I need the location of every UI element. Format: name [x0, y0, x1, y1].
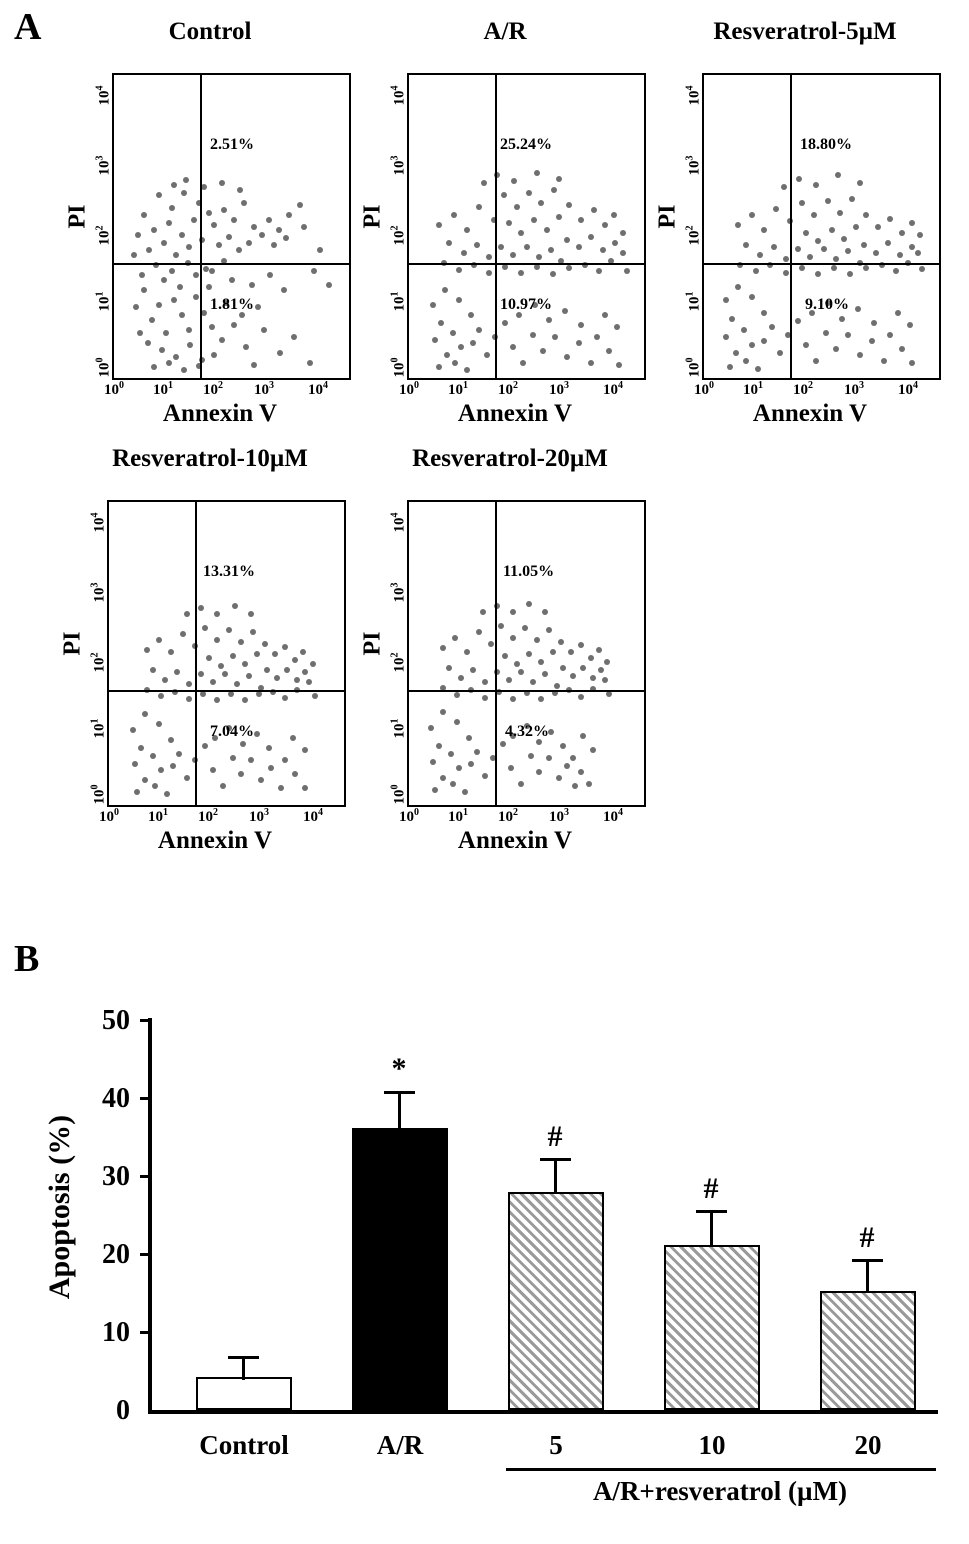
error-bar-res10-cap	[696, 1210, 727, 1213]
flow-y-axis-label: PI	[59, 631, 86, 656]
flow-x-axis-label: Annexin V	[457, 400, 573, 427]
flow-scatter-points	[109, 502, 344, 805]
flow-upper-right-percent: 13.31%	[203, 563, 255, 580]
flow-y-axis-label: PI	[654, 204, 681, 229]
flow-y-axis-label: PI	[359, 204, 386, 229]
flow-x-tick: $10^1$	[148, 807, 168, 825]
flow-x-tick: $10^3$	[254, 380, 274, 398]
bar-chart	[0, 990, 969, 1544]
flow-y-tick: $10^4$	[389, 512, 408, 533]
flow-x-tick: $10^3$	[249, 807, 269, 825]
flow-scatter-points	[409, 502, 644, 805]
flow-y-tick: $10^3$	[389, 582, 408, 603]
flow-plot-resveratrol-20um	[355, 445, 665, 854]
flow-quadrant-vertical	[790, 75, 792, 378]
flow-y-tick: $10^3$	[89, 582, 108, 603]
flow-x-tick: $10^1$	[448, 807, 468, 825]
flow-y-tick: $10^0$	[389, 357, 408, 378]
flow-quadrant-vertical	[495, 75, 497, 378]
flow-plot-resveratrol-5um	[650, 18, 960, 427]
error-bar-res20-vertical	[866, 1261, 869, 1293]
flow-lower-right-percent: 1.81%	[210, 296, 254, 313]
error-bar-ar-cap	[384, 1091, 415, 1094]
flow-x-tick: $10^2$	[203, 380, 223, 398]
flow-quadrant-horizontal	[114, 263, 349, 265]
bar-resveratrol-5	[508, 1192, 604, 1410]
bar-chart-x-axis	[148, 1410, 938, 1414]
flow-x-axis-label: Annexin V	[457, 827, 573, 854]
flow-y-tick: $10^3$	[94, 155, 113, 176]
flow-x-tick: $10^0$	[104, 380, 124, 398]
bar-chart-y-tick: 40	[102, 1083, 130, 1114]
flow-y-tick: $10^1$	[94, 291, 113, 312]
flow-x-tick: $10^3$	[549, 807, 569, 825]
significance-marker-res10: #	[703, 1172, 719, 1205]
flow-x-tick: $10^3$	[844, 380, 864, 398]
dose-group-underline	[506, 1468, 936, 1471]
error-bar-control-cap	[228, 1356, 259, 1359]
flow-y-tick: $10^2$	[94, 225, 113, 246]
bar-chart-x-tick-20: 20	[854, 1430, 882, 1460]
flow-x-axis-label: Annexin V	[157, 827, 273, 854]
significance-marker-res20: #	[859, 1221, 875, 1254]
bar-resveratrol-10	[664, 1245, 760, 1410]
flow-y-tick: $10^4$	[89, 512, 108, 533]
bar-chart-x-tick-ar: A/R	[376, 1430, 424, 1460]
flow-x-axis-label: Annexin V	[162, 400, 278, 427]
error-bar-res10-vertical	[710, 1212, 713, 1247]
flow-scatter-area	[107, 500, 346, 807]
flow-x-tick: $10^0$	[399, 380, 419, 398]
bar-chart-y-tick: 0	[116, 1395, 130, 1426]
bar-chart-y-tick: 50	[102, 1005, 130, 1036]
flow-quadrant-horizontal	[704, 263, 939, 265]
error-bar-res5-cap	[540, 1158, 571, 1161]
flow-upper-right-percent: 11.05%	[503, 563, 555, 580]
error-bar-control-vertical	[242, 1358, 245, 1380]
flow-lower-right-percent: 9.10%	[805, 296, 849, 313]
bar-chart-x-tick-5: 5	[549, 1430, 563, 1460]
flow-y-axis-label: PI	[64, 204, 91, 229]
significance-marker-ar: *	[391, 1052, 407, 1085]
bar-resveratrol-20	[820, 1291, 916, 1410]
bar-chart-y-tick: 20	[102, 1239, 130, 1270]
flow-y-tick: $10^1$	[684, 291, 703, 312]
flow-lower-right-percent: 10.97%	[500, 296, 552, 313]
flow-x-tick: $10^4$	[308, 380, 328, 398]
flow-x-tick: $10^2$	[498, 807, 518, 825]
flow-scatter-points	[704, 75, 939, 378]
bar-control	[196, 1377, 292, 1410]
flow-quadrant-horizontal	[409, 263, 644, 265]
flow-y-axis-label: PI	[359, 631, 386, 656]
flow-quadrant-vertical	[200, 75, 202, 378]
flow-x-tick: $10^1$	[448, 380, 468, 398]
flow-x-tick: $10^3$	[549, 380, 569, 398]
bar-chart-y-tick: 10	[102, 1317, 130, 1348]
flow-x-tick: $10^4$	[898, 380, 918, 398]
flow-upper-right-percent: 25.24%	[500, 136, 552, 153]
flow-scatter-area	[407, 500, 646, 807]
flow-upper-right-percent: 2.51%	[210, 136, 254, 153]
bar-chart-x-axis-label: A/R+resveratrol (µM)	[592, 1476, 848, 1506]
error-bar-res5-vertical	[554, 1160, 557, 1194]
flow-y-tick: $10^4$	[94, 85, 113, 106]
panel-b-letter: B	[14, 938, 40, 980]
flow-y-tick: $10^3$	[389, 155, 408, 176]
error-bar-ar-vertical	[398, 1093, 401, 1131]
flow-plot-title: Resveratrol-10µM	[112, 445, 308, 472]
flow-x-axis-label: Annexin V	[752, 400, 868, 427]
flow-plot-ar	[355, 18, 655, 427]
flow-x-tick: $10^1$	[743, 380, 763, 398]
flow-y-tick: $10^2$	[684, 225, 703, 246]
flow-lower-right-percent: 4.32%	[505, 723, 549, 740]
flow-x-tick: $10^2$	[793, 380, 813, 398]
flow-plot-title: Resveratrol-20µM	[412, 445, 608, 472]
flow-scatter-area	[702, 73, 941, 380]
flow-upper-right-percent: 18.80%	[800, 136, 852, 153]
flow-x-tick: $10^0$	[399, 807, 419, 825]
panel-a-letter: A	[14, 6, 42, 48]
flow-y-tick: $10^0$	[89, 784, 108, 805]
flow-y-tick: $10^1$	[389, 718, 408, 739]
flow-plot-title: A/R	[483, 18, 527, 45]
flow-y-tick: $10^2$	[389, 652, 408, 673]
flow-quadrant-horizontal	[409, 690, 644, 692]
error-bar-res20-cap	[852, 1259, 883, 1262]
flow-x-tick: $10^0$	[694, 380, 714, 398]
flow-plot-title: Control	[168, 18, 252, 45]
flow-y-tick: $10^3$	[684, 155, 703, 176]
flow-x-tick: $10^2$	[498, 380, 518, 398]
flow-y-tick: $10^2$	[89, 652, 108, 673]
flow-y-tick: $10^1$	[89, 718, 108, 739]
flow-x-tick: $10^0$	[99, 807, 119, 825]
flow-plot-control	[60, 18, 360, 427]
bar-chart-y-axis-label: Apoptosis (%)	[43, 1114, 76, 1300]
flow-plot-resveratrol-10um	[55, 445, 365, 854]
flow-y-tick: $10^2$	[389, 225, 408, 246]
flow-y-tick: $10^0$	[684, 357, 703, 378]
flow-y-tick: $10^1$	[389, 291, 408, 312]
flow-quadrant-vertical	[495, 502, 497, 805]
flow-plot-title: Resveratrol-5µM	[713, 18, 897, 45]
flow-scatter-points	[409, 75, 644, 378]
flow-y-tick: $10^4$	[684, 85, 703, 106]
flow-quadrant-horizontal	[109, 690, 344, 692]
flow-scatter-points	[114, 75, 349, 378]
bar-ar	[352, 1128, 448, 1410]
flow-y-tick: $10^4$	[389, 85, 408, 106]
flow-lower-right-percent: 7.04%	[210, 723, 254, 740]
flow-x-tick: $10^4$	[603, 380, 623, 398]
significance-marker-res5: #	[547, 1120, 563, 1153]
flow-scatter-area	[112, 73, 351, 380]
flow-x-tick: $10^1$	[153, 380, 173, 398]
bar-chart-y-axis	[148, 1018, 152, 1414]
bar-chart-x-tick-10: 10	[698, 1430, 726, 1460]
flow-quadrant-vertical	[195, 502, 197, 805]
flow-x-tick: $10^4$	[603, 807, 623, 825]
flow-y-tick: $10^0$	[94, 357, 113, 378]
bar-chart-y-tick: 30	[102, 1161, 130, 1192]
flow-scatter-area	[407, 73, 646, 380]
flow-y-tick: $10^0$	[389, 784, 408, 805]
flow-x-tick: $10^4$	[303, 807, 323, 825]
bar-chart-x-tick-control: Control	[199, 1430, 289, 1460]
flow-x-tick: $10^2$	[198, 807, 218, 825]
